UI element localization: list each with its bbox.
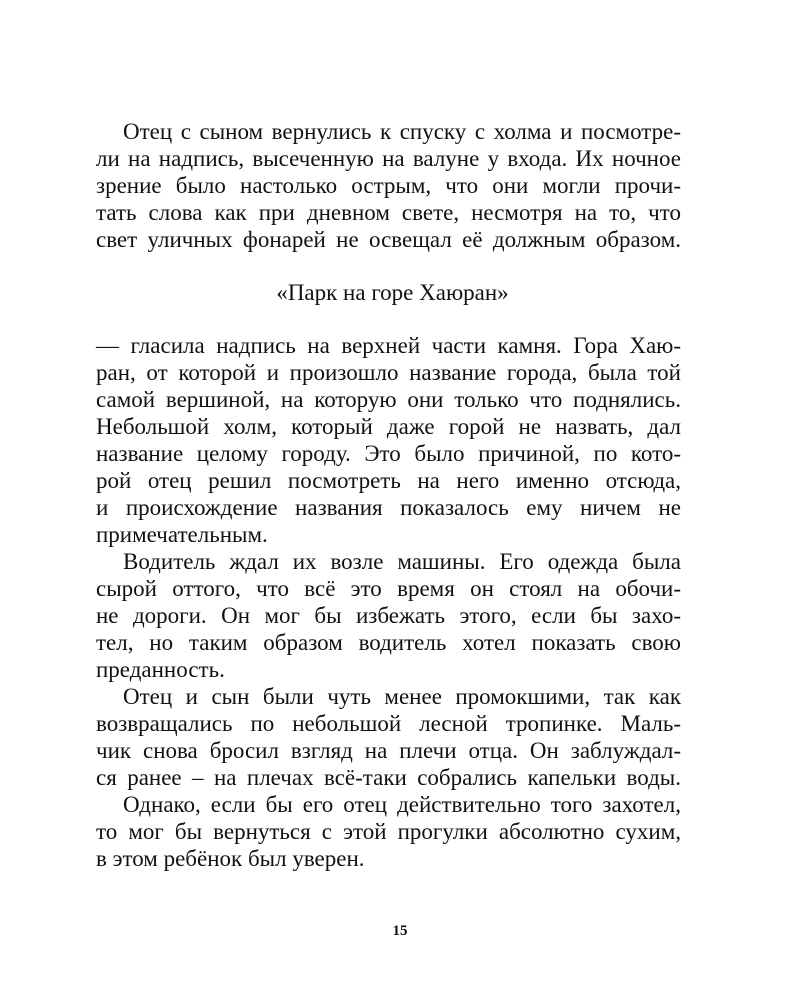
text-line: Однако, если бы его отец действительно того захотел, (123, 792, 681, 817)
text-line: тать слова как при дневном свете, несмотря на то, что (96, 200, 681, 225)
paragraph-4 (96, 683, 681, 791)
page-body (96, 118, 681, 872)
text-line: ран, от которой и произошло название города, была той (96, 360, 681, 385)
paragraph-3 (96, 548, 681, 683)
text-line: ли на надпись, высеченную на валуне у входа. Их ночное (96, 146, 681, 171)
text-line: самой вершиной, на которую они только что поднялись. (96, 387, 681, 412)
text-line: зрение было настолько острым, что они могли прочи- (96, 173, 681, 198)
text-line: свет уличных фонарей не освещал её должным образом. (96, 227, 681, 252)
text-line: сырой оттого, что всё это время он стоял на обочи- (96, 576, 681, 601)
text-line: тел, но таким образом водитель хотел показать свою (96, 630, 681, 655)
text-line: преданность. (96, 657, 225, 682)
inscription-heading: «Парк на горе Хаюран» (276, 280, 509, 305)
text-line: в этом ребёнок был уверен. (96, 846, 365, 871)
paragraph-2 (96, 332, 681, 548)
text-line: название целому городу. Это было причиной, по кото- (96, 441, 681, 466)
text-line: ся ранее – на плечах всё-таки собрались капельки воды. (96, 765, 681, 790)
text-line: то мог бы вернуться с этой прогулки абсолютно сухим, (96, 819, 681, 844)
text-line: и происхождение названия показалось ему ничем не (96, 495, 681, 520)
text-line: чик снова бросил взгляд на плечи отца. Он заблуждал- (96, 738, 681, 763)
text-line: рой отец решил посмотреть на него именно отсюда, (96, 468, 681, 493)
text-line: Водитель ждал их возле машины. Его одежда была (123, 549, 681, 574)
text-line: Небольшой холм, который даже горой не назвать, дал (96, 414, 681, 439)
paragraph-1 (96, 118, 681, 253)
text-line: Отец с сыном вернулись к спуску с холма и посмотре- (123, 119, 681, 144)
text-line: — гласила надпись на верхней части камня. Гора Хаю- (96, 333, 681, 358)
paragraph-5 (96, 791, 681, 872)
text-line: не дороги. Он мог бы избежать этого, если бы захо- (96, 603, 681, 628)
text-line: возвращались по небольшой лесной тропинке. Маль- (96, 711, 681, 736)
text-line: примечательным. (96, 522, 268, 547)
page-number: 15 (392, 923, 408, 939)
text-line: Отец и сын были чуть менее промокшими, так как (123, 684, 681, 709)
